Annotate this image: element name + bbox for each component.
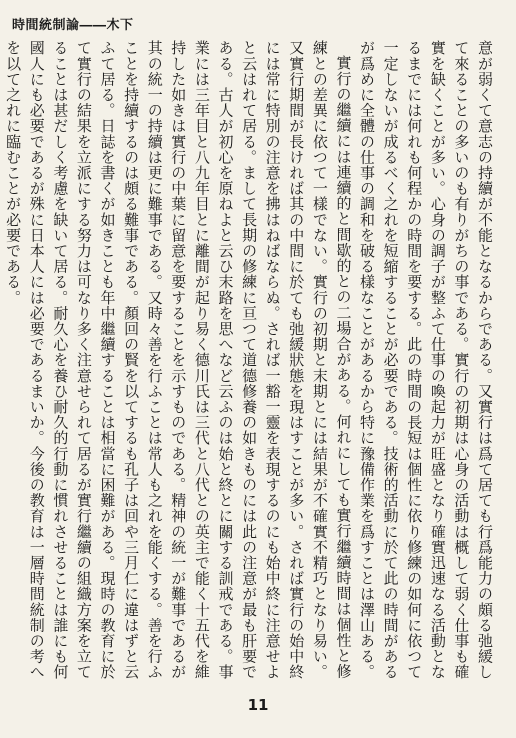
paragraph: 意が弱くて意志の持續が不能となるからである。又實行は爲て居ても行爲能力の頗る弛緩して來ることの多いのも有りがちの事である。實行の初期は心身の活動は概して弱く仕事も確實を缺くことが多い。心身の調子が整ふて仕事の喚起力が旺盛となり確實迅速なる活動となるまでには何れも何程かの時間を要する。此の時間の長短は個性に依り修練の如何に依つて一定しないが成るべく之れを短縮することが必要である。技術的活動に於て此の時間があるが爲めに全體の仕事の調和を破る樣なことがあるから特に豫備作業を爲すことは澤山ある。 — [358, 40, 494, 680]
page-number: 11 — [247, 696, 269, 714]
running-header: 時間統制論――木下 — [12, 18, 134, 33]
vertical-body-text — [4, 40, 496, 690]
paragraph: 實行の繼續には連續的と間歇的との二場合がある。何れにしても實行繼續時間は個性と修練との差異に依つて一樣でない。實行の初期と末期とには結果が不確實不精巧となり易い。又實行期間が長ければ其の中間に於ても弛緩狀態を現はすことが多い。されば實行の始中終には常に特別の注意を拂はねばならぬ。されば一豁一靈を表現するのにも始中終に注意せよと云はれて居る。まして長期の修練に亘つて道德修養の如きものには此の注意が最も肝要である。古人が初心を原ねよと云ひ末路を思へなど云ふのは始と終とに關する訓戒である。事業には三年目と八九年目とに離間が起り易く德川氏は三代と八代との英主で能く十五代を維持した如きは實行の中葉に留意を要することを示すものである。精神の統一が難事であるが其の統一の持續は更に難事である。又時々善を行ふことは常人も之れを能くする。善を行ふことを持續するのは頗る難事である。顏回の賢を以てするも孔子は回や三月仁に違はずと云ふて居る。日誌を書くが如きことも年中繼續することは相當に困難がある。現時の教育に於て實行の結果を立派にする努力は可なり多く注意せられて居るが實行繼續の組織方案を立てることは甚だしく考慮を缺いて居る。耐久心を養ひ耐久的行動に慣れさせることは誰にも何國人にも必要であるが殊に日本人には必要であるまいか。今後の教育は一層時間統制の考へを以て之れに臨むことが必要である。 — [4, 40, 353, 680]
paragraph — [0, 40, 1, 690]
